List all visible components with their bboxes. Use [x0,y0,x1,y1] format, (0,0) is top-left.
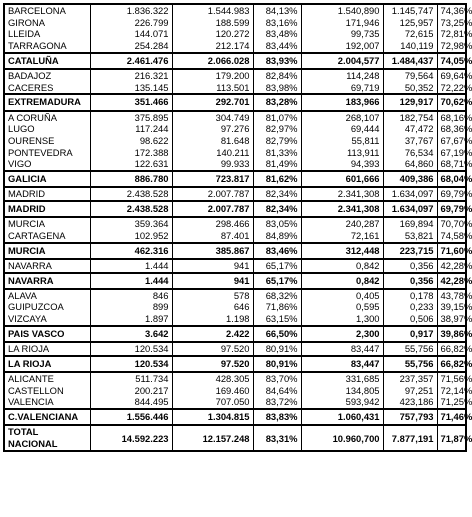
value-cell-c5: 182,754 [383,111,437,124]
value-cell-c5: 37,767 [383,135,437,147]
value-cell-c4: 113,911 [301,147,383,159]
value-cell-c6: 72,98% [437,40,466,53]
value-cell-c1: 98.622 [90,135,172,147]
table-national-total-row [4,425,466,451]
row-label-cell: TARRAGONA [4,40,90,53]
row-label-cell: PAIS VASCO [4,326,90,342]
value-cell-c1: 122.631 [90,158,172,171]
value-cell-c6: 38,97% [437,313,466,326]
table-row [4,230,466,243]
value-cell-c2: 179.200 [172,69,253,82]
value-cell-c5: 125,957 [383,17,437,29]
table-row [4,372,466,385]
table-row [4,147,466,159]
table-row [4,17,466,29]
value-cell-c6: 70,62% [437,94,466,110]
row-label-cell: BARCELONA [4,4,90,17]
value-cell-c6: 73,25% [437,17,466,29]
row-label-cell: A CORUÑA [4,111,90,124]
value-cell-c3: 83,28% [253,94,301,110]
value-cell-c3: 83,05% [253,217,301,230]
value-cell-c1: 511.734 [90,372,172,385]
value-cell-c3: 80,91% [253,342,301,356]
value-cell-c6: 72,14% [437,385,466,397]
value-cell-c5: 0,506 [383,313,437,326]
value-cell-c6: 69,79% [437,187,466,201]
value-cell-c6: 72,81% [437,28,466,40]
value-cell-c2: 87.401 [172,230,253,243]
value-cell-c3: 65,17% [253,259,301,273]
value-cell-c5: 0,233 [383,301,437,313]
table-row [4,69,466,82]
value-cell-c5: 757,793 [383,409,437,425]
value-cell-c5: 7.877,191 [383,425,437,451]
value-cell-c6: 42,28% [437,259,466,273]
table-subtotal-row [4,53,466,69]
value-cell-c3: 81,33% [253,147,301,159]
row-label-cell: LUGO [4,123,90,135]
row-label-cell: LLEIDA [4,28,90,40]
value-cell-c1: 1.836.322 [90,4,172,17]
value-cell-c1: 886.780 [90,171,172,187]
value-cell-c4: 1.060,431 [301,409,383,425]
table-row [4,313,466,326]
value-cell-c6: 66,82% [437,342,466,356]
value-cell-c6: 71,46% [437,409,466,425]
value-cell-c3: 83,93% [253,53,301,69]
table-row [4,135,466,147]
value-cell-c6: 74,05% [437,53,466,69]
value-cell-c3: 83,70% [253,372,301,385]
value-cell-c5: 79,564 [383,69,437,82]
value-cell-c6: 68,36% [437,123,466,135]
value-cell-c3: 84,89% [253,230,301,243]
value-cell-c3: 83,44% [253,40,301,53]
value-cell-c2: 2.422 [172,326,253,342]
value-cell-c2: 97.276 [172,123,253,135]
value-cell-c3: 82,97% [253,123,301,135]
table-subtotal-row [4,356,466,372]
row-label-cell: BADAJOZ [4,69,90,82]
value-cell-c4: 2.004,577 [301,53,383,69]
value-cell-c3: 83,48% [253,28,301,40]
value-cell-c3: 84,64% [253,385,301,397]
value-cell-c4: 183,966 [301,94,383,110]
row-label-cell: NAVARRA [4,259,90,273]
row-label-cell: VIZCAYA [4,313,90,326]
table-row [4,259,466,273]
value-cell-c5: 0,178 [383,289,437,302]
value-cell-c4: 2,300 [301,326,383,342]
value-cell-c6: 68,04% [437,171,466,187]
value-cell-c1: 2.438.528 [90,201,172,217]
value-cell-c6: 72,22% [437,82,466,95]
value-cell-c5: 53,821 [383,230,437,243]
value-cell-c3: 83,98% [253,82,301,95]
table-row [4,396,466,409]
value-cell-c1: 1.897 [90,313,172,326]
row-label-cell: MURCIA [4,243,90,259]
value-cell-c4: 601,666 [301,171,383,187]
value-cell-c5: 129,917 [383,94,437,110]
row-label-cell: EXTREMADURA [4,94,90,110]
table-subtotal-row [4,243,466,259]
value-cell-c4: 268,107 [301,111,383,124]
value-cell-c3: 82,79% [253,135,301,147]
value-cell-c4: 83,447 [301,356,383,372]
value-cell-c2: 428.305 [172,372,253,385]
value-cell-c5: 0,356 [383,259,437,273]
row-label-cell: ALAVA [4,289,90,302]
value-cell-c3: 84,13% [253,4,301,17]
row-label-cell: MURCIA [4,217,90,230]
value-cell-c6: 67,19% [437,147,466,159]
value-cell-c6: 71,25% [437,396,466,409]
value-cell-c4: 312,448 [301,243,383,259]
value-cell-c5: 1.145,747 [383,4,437,17]
value-cell-c1: 135.145 [90,82,172,95]
value-cell-c4: 10.960,700 [301,425,383,451]
row-label-cell: PONTEVEDRA [4,147,90,159]
value-cell-c5: 47,472 [383,123,437,135]
table-row [4,217,466,230]
value-cell-c4: 1.540,890 [301,4,383,17]
value-cell-c6: 71,60% [437,243,466,259]
value-cell-c2: 113.501 [172,82,253,95]
row-label-cell: CASTELLON [4,385,90,397]
value-cell-c5: 55,756 [383,342,437,356]
value-cell-c6: 74,36% [437,4,466,17]
value-cell-c1: 120.534 [90,356,172,372]
value-cell-c1: 2.461.476 [90,53,172,69]
table-row [4,28,466,40]
value-cell-c6: 70,70% [437,217,466,230]
value-cell-c4: 94,393 [301,158,383,171]
value-cell-c5: 1.634,097 [383,201,437,217]
row-label-cell: MADRID [4,187,90,201]
table-subtotal-row [4,409,466,425]
value-cell-c3: 80,91% [253,356,301,372]
value-cell-c3: 82,84% [253,69,301,82]
value-cell-c1: 1.556.446 [90,409,172,425]
table-row [4,40,466,53]
value-cell-c2: 97.520 [172,356,253,372]
value-cell-c1: 3.642 [90,326,172,342]
value-cell-c3: 82,34% [253,201,301,217]
value-cell-c4: 114,248 [301,69,383,82]
value-cell-c4: 0,595 [301,301,383,313]
value-cell-c2: 292.701 [172,94,253,110]
table-row [4,187,466,201]
value-cell-c2: 97.520 [172,342,253,356]
value-cell-c1: 351.466 [90,94,172,110]
value-cell-c4: 134,805 [301,385,383,397]
value-cell-c1: 899 [90,301,172,313]
row-label-cell: CARTAGENA [4,230,90,243]
value-cell-c2: 385.867 [172,243,253,259]
row-label-cell: C.VALENCIANA [4,409,90,425]
value-cell-c2: 578 [172,289,253,302]
table-row [4,82,466,95]
value-cell-c5: 169,894 [383,217,437,230]
value-cell-c4: 2.341,308 [301,187,383,201]
value-cell-c4: 55,811 [301,135,383,147]
value-cell-c5: 140,119 [383,40,437,53]
value-cell-c3: 81,62% [253,171,301,187]
value-cell-c4: 0,842 [301,259,383,273]
value-cell-c2: 12.157.248 [172,425,253,451]
value-cell-c6: 67,67% [437,135,466,147]
value-cell-c2: 941 [172,273,253,289]
value-cell-c4: 2.341,308 [301,201,383,217]
value-cell-c4: 331,685 [301,372,383,385]
value-cell-c1: 375.895 [90,111,172,124]
value-cell-c4: 1,300 [301,313,383,326]
value-cell-c1: 144.071 [90,28,172,40]
value-cell-c6: 69,79% [437,201,466,217]
value-cell-c6: 66,82% [437,356,466,372]
value-cell-c1: 254.284 [90,40,172,53]
value-cell-c4: 72,161 [301,230,383,243]
value-cell-c5: 55,756 [383,356,437,372]
value-cell-c2: 188.599 [172,17,253,29]
value-cell-c2: 2.066.028 [172,53,253,69]
value-cell-c6: 39,15% [437,301,466,313]
value-cell-c2: 707.050 [172,396,253,409]
value-cell-c3: 68,32% [253,289,301,302]
value-cell-c6: 71,87% [437,425,466,451]
row-label-cell: OURENSE [4,135,90,147]
value-cell-c5: 423,186 [383,396,437,409]
table-row [4,289,466,302]
table-row [4,4,466,17]
value-cell-c2: 941 [172,259,253,273]
value-cell-c2: 723.817 [172,171,253,187]
value-cell-c4: 0,842 [301,273,383,289]
table-subtotal-row [4,273,466,289]
value-cell-c5: 97,251 [383,385,437,397]
row-label-cell: VALENCIA [4,396,90,409]
value-cell-c6: 42,28% [437,273,466,289]
value-cell-c6: 68,16% [437,111,466,124]
value-cell-c3: 83,31% [253,425,301,451]
value-cell-c5: 50,352 [383,82,437,95]
value-cell-c4: 83,447 [301,342,383,356]
value-cell-c1: 200.217 [90,385,172,397]
table-row [4,342,466,356]
value-cell-c1: 2.438.528 [90,187,172,201]
value-cell-c5: 409,386 [383,171,437,187]
value-cell-c1: 1.444 [90,259,172,273]
value-cell-c2: 212.174 [172,40,253,53]
value-cell-c5: 64,860 [383,158,437,171]
value-cell-c5: 237,357 [383,372,437,385]
data-table-container [3,3,472,452]
row-label-cell: ALICANTE [4,372,90,385]
value-cell-c3: 83,72% [253,396,301,409]
value-cell-c3: 82,34% [253,187,301,201]
value-cell-c2: 2.007.787 [172,187,253,201]
value-cell-c2: 298.466 [172,217,253,230]
table-subtotal-row [4,94,466,110]
value-cell-c2: 646 [172,301,253,313]
value-cell-c4: 69,444 [301,123,383,135]
value-cell-c3: 63,15% [253,313,301,326]
table-subtotal-row [4,326,466,342]
row-label-cell: CATALUÑA [4,53,90,69]
value-cell-c2: 140.211 [172,147,253,159]
value-cell-c2: 1.544.983 [172,4,253,17]
value-cell-c4: 99,735 [301,28,383,40]
table-row [4,301,466,313]
value-cell-c1: 102.952 [90,230,172,243]
value-cell-c1: 359.364 [90,217,172,230]
value-cell-c3: 83,46% [253,243,301,259]
value-cell-c1: 117.244 [90,123,172,135]
row-label-cell: TOTAL NACIONAL [4,425,90,451]
value-cell-c1: 172.388 [90,147,172,159]
value-cell-c3: 83,83% [253,409,301,425]
table-body [4,4,472,451]
row-label-cell: LA RIOJA [4,342,90,356]
table-row [4,111,466,124]
value-cell-c5: 1.634,097 [383,187,437,201]
value-cell-c6: 71,56% [437,372,466,385]
value-cell-c3: 81,07% [253,111,301,124]
value-cell-c3: 83,16% [253,17,301,29]
value-cell-c1: 226.799 [90,17,172,29]
table-row [4,158,466,171]
row-label-cell: GUIPUZCOA [4,301,90,313]
row-label-cell: NAVARRA [4,273,90,289]
value-cell-c4: 593,942 [301,396,383,409]
value-cell-c1: 844.495 [90,396,172,409]
value-cell-c6: 68,71% [437,158,466,171]
value-cell-c1: 462.316 [90,243,172,259]
regional-statistics-table [3,3,472,452]
value-cell-c2: 99.933 [172,158,253,171]
value-cell-c5: 1.484,437 [383,53,437,69]
row-label-cell: MADRID [4,201,90,217]
value-cell-c3: 66,50% [253,326,301,342]
value-cell-c2: 304.749 [172,111,253,124]
row-label-cell: CACERES [4,82,90,95]
value-cell-c4: 0,405 [301,289,383,302]
value-cell-c3: 81,49% [253,158,301,171]
value-cell-c5: 223,715 [383,243,437,259]
row-label-cell: VIGO [4,158,90,171]
value-cell-c2: 1.304.815 [172,409,253,425]
value-cell-c5: 0,917 [383,326,437,342]
value-cell-c5: 76,534 [383,147,437,159]
value-cell-c6: 43,78% [437,289,466,302]
value-cell-c6: 74,58% [437,230,466,243]
value-cell-c1: 1.444 [90,273,172,289]
table-subtotal-row [4,171,466,187]
value-cell-c2: 169.460 [172,385,253,397]
value-cell-c5: 0,356 [383,273,437,289]
value-cell-c4: 240,287 [301,217,383,230]
table-subtotal-row [4,201,466,217]
value-cell-c1: 846 [90,289,172,302]
value-cell-c2: 120.272 [172,28,253,40]
value-cell-c2: 1.198 [172,313,253,326]
value-cell-c4: 171,946 [301,17,383,29]
table-row [4,385,466,397]
value-cell-c4: 192,007 [301,40,383,53]
value-cell-c1: 120.534 [90,342,172,356]
value-cell-c6: 39,86% [437,326,466,342]
table-row [4,123,466,135]
row-label-cell: GALICIA [4,171,90,187]
value-cell-c1: 216.321 [90,69,172,82]
value-cell-c2: 2.007.787 [172,201,253,217]
value-cell-c3: 65,17% [253,273,301,289]
row-label-cell: LA RIOJA [4,356,90,372]
value-cell-c6: 69,64% [437,69,466,82]
value-cell-c4: 69,719 [301,82,383,95]
row-label-cell: GIRONA [4,17,90,29]
value-cell-c3: 71,86% [253,301,301,313]
value-cell-c1: 14.592.223 [90,425,172,451]
value-cell-c5: 72,615 [383,28,437,40]
value-cell-c2: 81.648 [172,135,253,147]
